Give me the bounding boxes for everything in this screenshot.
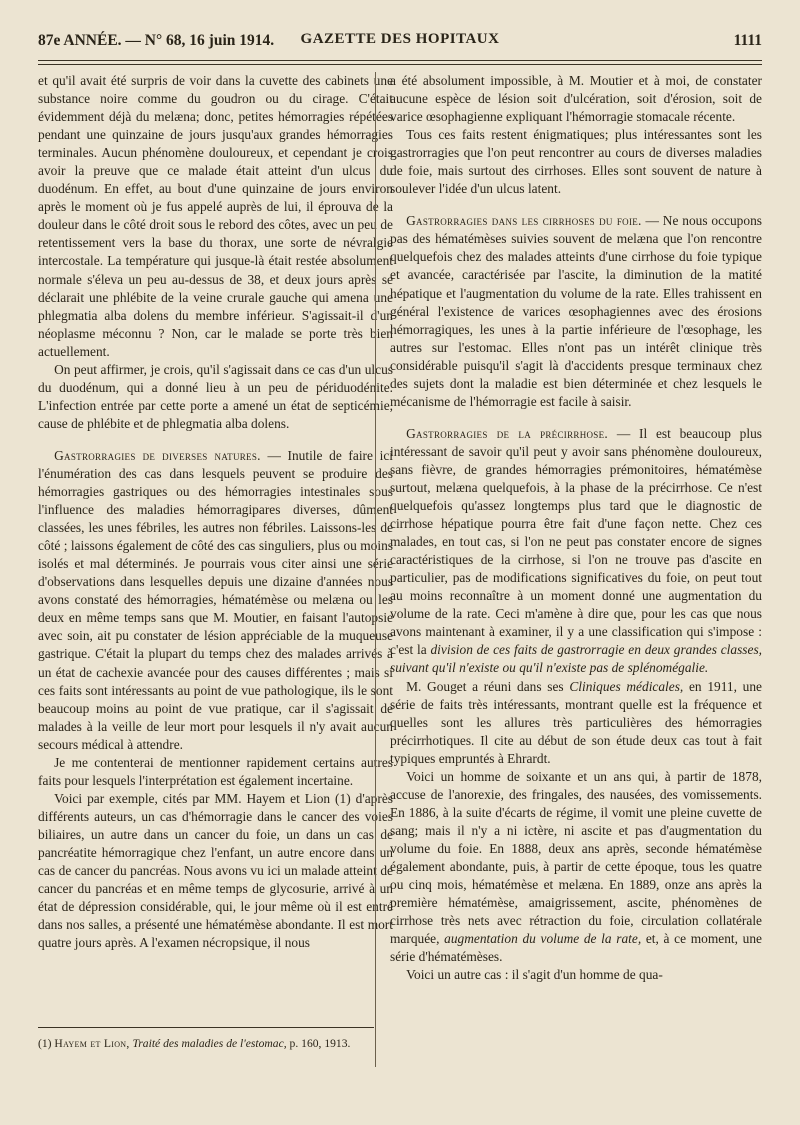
section-text: — Inutile de faire ici l'énumération des cas dans lesquels peuvent se produire des hémorragies gastriques ou des hémorragies intestinales sous l'influence des maladies hémorragipares diverses, dûment classées, les unes fébriles, les autres non fébriles. Laissons-les de côté ; laissons également de côté des cas singuliers, plus ou moins isolés et mal déterminés. Je pourrais vous citer ainsi une série d'observations dans lesquelles depuis une dizaine d'années nous avons constaté des hémorragies, hématémèse ou melæna ou les deux en même temps sans que M. Moutier, en faisant l'autopsie avec soin, ait pu constater de lésion appréciable de la muqueuse gastrique. C'était la plupart du temps chez des malades arrivés à un état de cachexie avancée pour des causes différentes ; mais si ces faits sont intéressants au point de vue pathologique, ils le sont beaucoup moins au point de vue pratique, car il s'agissait de malades à la veille de leur mort pour lesquels il n'y avait aucun secours médical à attendre.	[38, 447, 393, 752]
paragraph: Voici un autre cas : il s'agit d'un homme de qua-	[406, 967, 663, 983]
section-heading: Gastrorragies de la précirrhose.	[406, 425, 609, 441]
section-heading: Gastrorragies dans les cirrhoses du foie.	[406, 213, 642, 229]
publication-title: GAZETTE DES HOPITAUX	[300, 31, 500, 47]
section-precirrhose	[390, 425, 762, 678]
right-column	[390, 72, 762, 984]
emphasis: Cliniques médicales,	[569, 678, 684, 694]
header-rule-bottom	[38, 64, 762, 65]
footnote: (1) Hayem et Lion, Traité des maladies de l'estomac, p. 160, 1913.	[38, 1037, 351, 1050]
paragraph: et qu'il avait été surpris de voir dans la cuvette des cabinets une substance noire comme du goudron ou du cirage. C'était évidemment déjà du melæna; donc, petites hémorragies répétées pendant une quinzaine de jours jusqu'aux grandes hémorragies terminales. Aucun phénomène douloureux, et cependant je crois avoir la preuve que ce malade était atteint d'un ulcus du duodénum. En effet, au bout d'une quinzaine de jours environ après le moment où je fus appelé auprès de lui, il éprouva de la douleur dans le côté droit sous le rebord des côtes, avec un peu de retentissement vers la base du thorax, une sorte de névralgie intercostale. La température qui jusque-là était restée absolument normale s'éleva un peu au-dessus de 38, et deux jours après se déclarait une phlébite de la veine crurale gauche qui amena une phlegmatia alba dolens du membre inférieur. S'agissait-il d'un néoplasme méconnu ? Non, car le malade se porte très bien actuellement.	[38, 73, 393, 359]
section-text: — Il est beaucoup plus intéressant de savoir qu'il peut y avoir sans phénomène douloureux, sans fièvre, de grandes hémorragies prémonitoires, hématémèse surtout, melæna quelquefois, à la phase de la précirrhose. Ce n'est quelquefois qu'assez longtemps plus tard que le diagnostic de cirrhose hépatique pourra être fait d'une façon nette. Chez ces malades, en tout cas, si l'on ne peut pas constater encore de signes caractéristiques de la cirrhose, si l'on ne trouve pas d'ascite en particulier, pas de modifications significatives du foie, on peut tout au moins reconnaître à un moment donné une augmentation du volume de la rate. Ceci m'amène à dire que, pour les cas que nous avons maintenant à examiner, il y a une classification qui s'impose : c'est la	[390, 425, 762, 658]
paragraph: Tous ces faits restent énigmatiques; plus intéressantes sont les gastrorragies que l'on peut rencontrer au cours de diverses maladies de foie, mais surtout des cirrhoses. Elles sont souvent de nature à soulever l'idée d'un ulcus latent.	[390, 127, 762, 197]
left-column	[38, 72, 393, 952]
footnote-authors: Hayem et Lion,	[54, 1037, 130, 1050]
emphasis: division de ces faits de gastrorragie en deux grandes classes, suivant qu'il n'existe ou qu'il n'existe pas de splénomégalie.	[390, 642, 763, 676]
page-header	[38, 28, 762, 58]
page-number: 1111	[733, 32, 762, 49]
footnote-rule	[38, 1027, 374, 1028]
paragraph: On peut affirmer, je crois, qu'il s'agissait dans ce cas d'un ulcus du duodénum, qui a donné lieu à un peu de périduodénite. L'infection entrée par cette porte a amené un état de septicémie, cause de phlébite et de phlegmatia alba dolens.	[38, 361, 393, 431]
paragraph-case-1: Voici un homme de soixante et un ans qui, à partir de 1878, accuse de l'anorexie, des fringales, des nausées, des vomissements. En 1886, à la suite d'écarts de régime, il vomit une pleine cuvette de sang; mais il n'y a ni ictère, ni ascite et pas d'augmentation du volume du foie. En 1888, deux ans après, seconde hématémèse également abondante, puis, à partir de cette époque, tous les quatre ou cinq mois, hématémèse et melæna. En 1889, onze ans après la première hématémèse, amaigrissement, ascite, phénomènes de cirrhose très nets avec rétraction du foie, circulation collatérale marquée, augmentation du volume de la rate, et, à ce moment, une série d'hématémèses.	[390, 768, 762, 965]
section-text: — Ne nous occupons pas des hématémèses suivies souvent de melæna que l'on rencontre quelquefois chez des malades atteints d'une cirrhose du foie typique et avancée, caractérisée par l'ascite, la diminution de la matité hépatique et l'augmentation du volume de la rate. Elles trahissent en général l'existence de varices œsophagiennes avec des érosions hémorragiques, les unes à la partie inférieure de l'œsophage, les autres sur l'estomac. Elles n'ont pas un intérêt clinique très considérable puisqu'il s'agit là d'accidents presque terminaux chez des sujets dont la maladie est bien déterminée et chez lesquels le mécanisme de l'hémorragie est facile à saisir.	[390, 213, 762, 409]
section-cirrhoses	[390, 212, 762, 411]
paragraph: Je me contenterai de mentionner rapidement certains autres faits pour lesquels l'interprétation est également incertaine.	[38, 754, 393, 788]
section-heading: Gastrorragies de diverses natures.	[54, 447, 261, 463]
paragraph: a été absolument impossible, à M. Moutier et à moi, de constater aucune espèce de lésion soit d'ulcération, soit d'érosion, soit de varice œsophagienne expliquant l'hémorragie stomacale récente.	[390, 73, 762, 125]
header-rule-top	[38, 60, 762, 61]
emphasis: augmentation du volume de la rate,	[444, 931, 642, 947]
footnote-title: Traité des maladies de l'estomac,	[129, 1037, 287, 1050]
paragraph: Voici par exemple, cités par MM. Hayem et Lion (1) d'après différents auteurs, un cas d'hémorragie dans le cancer des voies biliaires, un autre dans un cancer du foie, un dans un cas de pancréatite hémorragique chez l'enfant, un autre encore dans un cas de cancer du pancréas. Nous avons vu ici un malade atteint de cancer du pancréas et en même temps de glycosurie, arrivé à un état de dépression considérable, qui, le jour même où il est entré dans nos salles, a présenté une hématémèse abondante. Il est mort quatre jours après. A l'examen nécropsique, il nous	[38, 790, 393, 951]
column-divider	[375, 72, 376, 1067]
paragraph-gouget: M. Gouget a réuni dans ses Cliniques médicales, en 1911, une série de faits très intéressants, montrant quelle est la fréquence et quelles sont les allures très particulières des hémorragies précirrhotiques. Il cite au début de son étude deux cas tout à fait typiques empruntés à Ehrardt.	[390, 678, 762, 766]
section-gastrorragies-diverses	[38, 447, 393, 754]
issue-info: 87e ANNÉE. — N° 68, 16 juin 1914.	[38, 32, 275, 49]
